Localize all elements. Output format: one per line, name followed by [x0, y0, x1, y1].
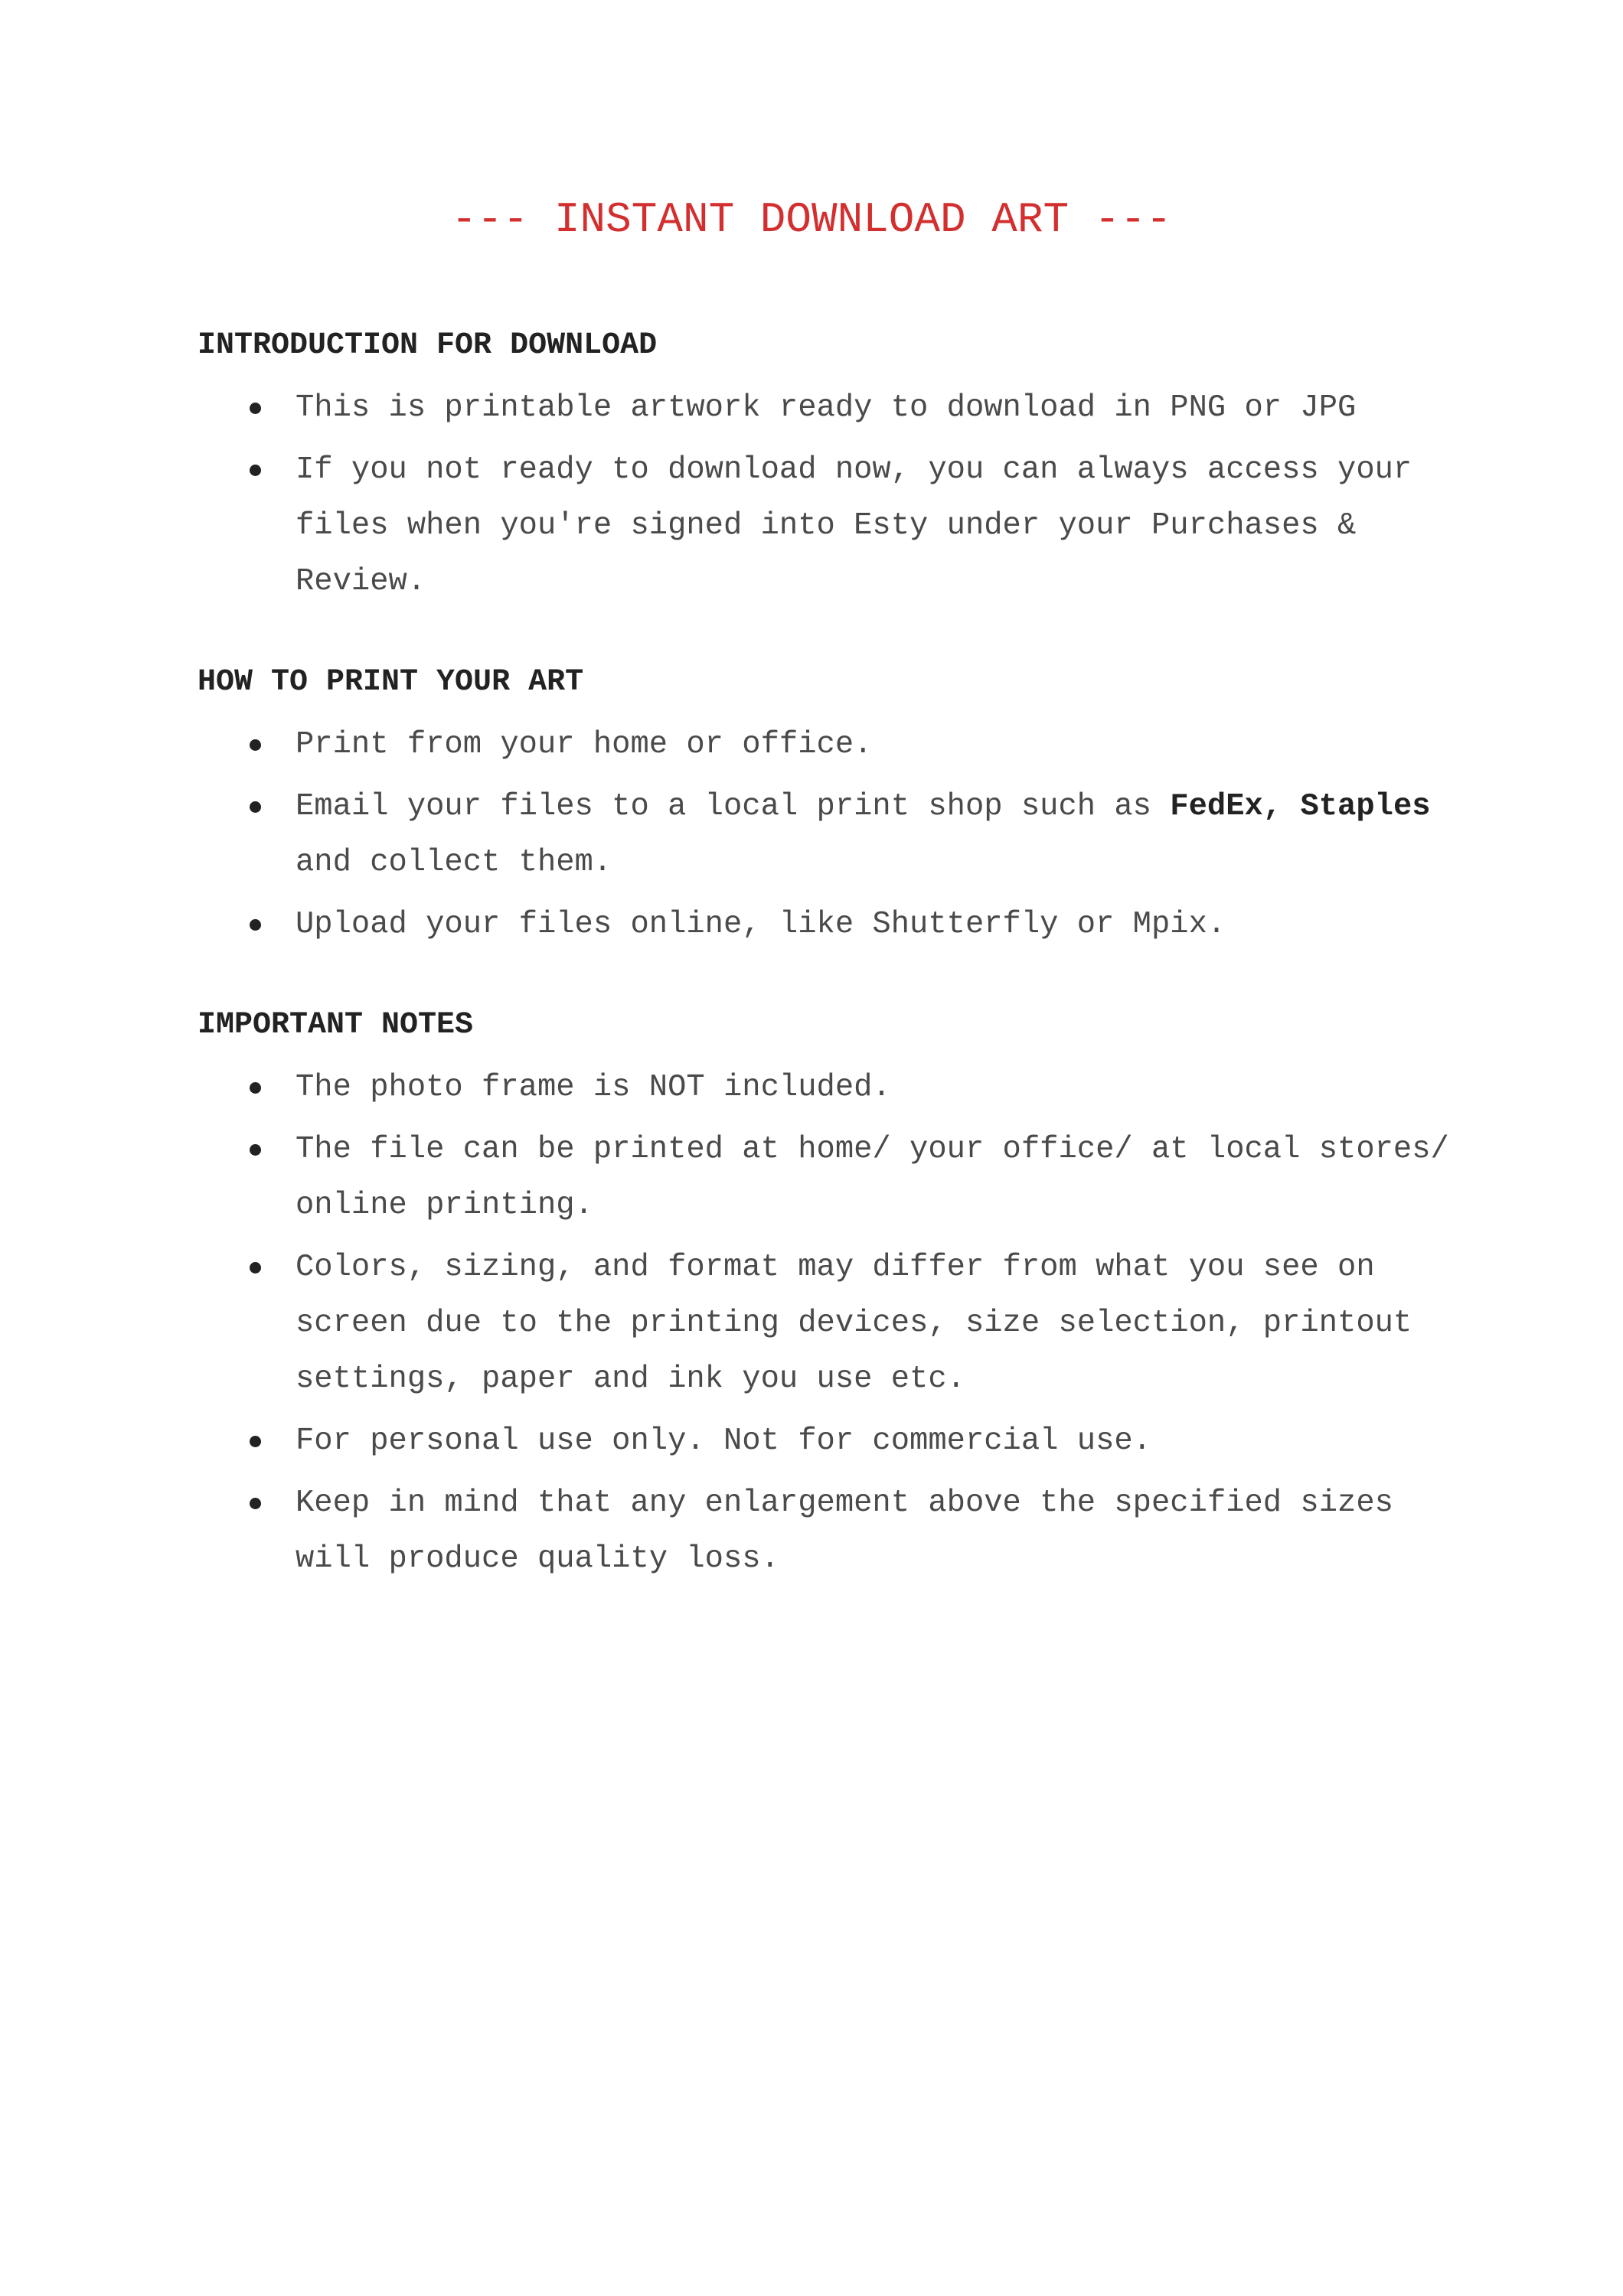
bullet-list [198, 1060, 1453, 1587]
bullet-icon [250, 739, 261, 751]
bullet-icon [250, 1082, 261, 1094]
list-item-text: If you not ready to download now, you can always access your files when you're signed into Esty under your Purchases & Review. [296, 452, 1412, 599]
fedex-label: FedEx, [1170, 789, 1282, 824]
section-heading: INTRODUCTION FOR DOWNLOAD [198, 328, 658, 363]
list-item-text: For personal use only. Not for commercial use. [296, 1424, 1151, 1459]
section-how-to-print [198, 662, 1453, 953]
bullet-list [198, 717, 1453, 953]
bullet-icon [250, 465, 261, 476]
list-item-text: The photo frame is NOT included. [296, 1070, 891, 1105]
list-item [198, 897, 1453, 953]
bullet-icon [250, 403, 261, 414]
bullet-icon [250, 1436, 261, 1447]
bullet-icon [250, 801, 261, 813]
list-item-text-mid [1282, 789, 1300, 824]
list-item-text: The file can be printed at home/ your office/ at local stores/ online printing. [296, 1132, 1449, 1223]
list-item-text: This is printable artwork ready to download in PNG or JPG [296, 390, 1357, 426]
list-item [198, 1122, 1453, 1234]
list-item-text: Keep in mind that any enlargement above the specified sizes will produce quality loss. [296, 1486, 1393, 1577]
bullet-icon [250, 1262, 261, 1274]
list-item [198, 380, 1453, 436]
list-item-text-before: Email your files to a local print shop such as [296, 789, 1171, 824]
bullet-list [198, 380, 1453, 610]
list-item [198, 1476, 1453, 1587]
bullet-icon [250, 919, 261, 931]
section-introduction [198, 325, 1453, 610]
section-important-notes [198, 1005, 1453, 1587]
list-item [198, 717, 1453, 773]
staples-label: Staples [1300, 789, 1431, 824]
list-item-text: Upload your files online, like Shutterfly or Mpix. [296, 907, 1226, 942]
bullet-icon [250, 1144, 261, 1156]
list-item-text: Print from your home or office. [296, 727, 873, 762]
list-item-text: Colors, sizing, and format may differ from what you see on screen due to the printing devices, size selection, printout settings, paper and ink you use etc. [296, 1250, 1412, 1397]
document-content [198, 325, 1453, 1639]
list-item [198, 442, 1453, 610]
list-item [198, 1240, 1453, 1407]
list-item [198, 1060, 1453, 1116]
section-heading: HOW TO PRINT YOUR ART [198, 665, 584, 700]
list-item [198, 1414, 1453, 1469]
bullet-icon [250, 1498, 261, 1509]
list-item [198, 779, 1453, 891]
page-title: --- INSTANT DOWNLOAD ART --- [451, 195, 1172, 244]
list-item-text-after: and collect them. [296, 845, 612, 880]
section-heading: IMPORTANT NOTES [198, 1008, 474, 1042]
